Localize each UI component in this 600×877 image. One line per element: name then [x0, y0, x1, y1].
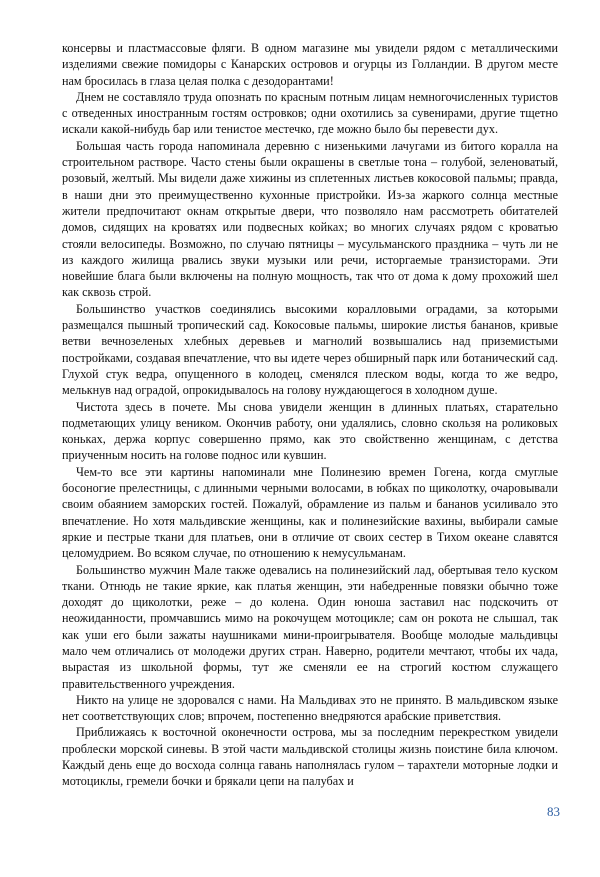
paragraph-6: Чем-то все эти картины напоминали мне Полинезию времен Гогена, когда смуглые босоногие прелестницы, с длинными черными волосами, в юбках по щиколотку, очаровывали своим обаянием заморских гостей. Пожалуй, обрамление из пальм и бананов усиливало это впечатление. Но хотя мальдивские женщины, как и полинезийские вахины, выбирали самые яркие и пестрые ткани для платьев, они в отличие от своих сестер в Тихом океане славятся целомудрием. Во всяком случае, по отношению к немусульманам.	[62, 464, 558, 561]
paragraph-7: Большинство мужчин Мале также одевались на полинезийский лад, обертывая тело куском ткани. Отнюдь не такие яркие, как платья женщин, эти набедренные повязки обычно тоже доходят до щиколотки, реже – до колена. Один юноша заставил нас подскочить от неожиданности, промчавшись мимо на рокочущем мотоцикле; сам он рокота не слышал, так как уши его были зажаты наушниками мини-проигрывателя. Вообще молодые мальдивцы мало чем отличались от молодежи других стран. Наверно, родители мечтают, чтобы их чада, вырастая из школьной формы, тут же сменяли ее на строгий костюм служащего правительственного учреждения.	[62, 562, 558, 691]
paragraph-4: Большинство участков соединялись высокими коралловыми оградами, за которыми размещался пышный тропический сад. Кокосовые пальмы, широкие листья бананов, кривые ветви вечнозеленых хлебных деревьев и магнолий возвышались над приземистыми постройками, создавая впечатление, что вы идете через обширный парк или ботанический сад. Глухой стук ведра, опущенного в колодец, сменялся плеском воды, когда то же ведро, мелькнув над оградой, опрокидывалось на голову нуждающегося в холодном душе.	[62, 301, 558, 398]
paragraph-3: Большая часть города напоминала деревню с низенькими лачугами из битого коралла на строительном растворе. Часто стены были окрашены в светлые тона – голубой, зеленоватый, розовый, желтый. Мы видели даже хижины из сплетенных листьев кокосовой пальмы; правда, в наши дни это преимущественно кухонные пристройки. Из-за жаркого солнца местные жители предпочитают окнам открытые двери, что позволяло нам рассмотреть обитателей домов, сидящих на кроватях или подвесных койках; во многих случаях рядом с кроватью стояли велосипеды. Возможно, по случаю пятницы – мусульманского праздника – чуть ли не из каждого жилища рвались звуки музыки или речи, исторгаемые транзисторами. Эти новейшие блага были включены на полную мощность, так что от дома к дому прохожий шел как сквозь строй.	[62, 138, 558, 300]
paragraph-1: консервы и пластмассовые фляги. В одном магазине мы увидели рядом с металлическими изделиями свежие помидоры с Канарских островов и огурцы из Голландии. В другом месте нам бросилась в глаза целая полка с дезодорантами!	[62, 41, 558, 88]
page-number: 83	[547, 804, 560, 819]
paragraph-8: Никто на улице не здоровался с нами. На Мальдивах это не принято. В мальдивском языке нет соответствующих слов; впрочем, постепенно внедряются арабские приветствия.	[62, 692, 558, 724]
paragraph-5: Чистота здесь в почете. Мы снова увидели женщин в длинных платьях, старательно подметающих улицу веником. Окончив работу, они удалялись, словно скользя на роликовых коньках, держа корпус совершенно прямо, как это свойственно женщинам, с детства приученным носить на голове поднос или кувшин.	[62, 399, 558, 463]
page-body	[62, 40, 558, 790]
paragraph-2: Днем не составляло труда опознать по красным потным лицам немногочисленных туристов с отведенных иностранным гостям островков; одни охотились за сувенирами, другие тщетно искали какой-нибудь бар или тенистое местечко, где можно было бы перевести дух.	[62, 89, 558, 137]
paragraph-9: Приближаясь к восточной оконечности острова, мы за последним перекрестком увидели проблески морской синевы. В этой части мальдивской столицы жизнь поистине била ключом. Каждый день еще до восхода солнца гавань наполнялась гулом – тарахтели моторные лодки и мотоциклы, гремели бочки и брякали цепи на палубах и	[62, 725, 558, 789]
